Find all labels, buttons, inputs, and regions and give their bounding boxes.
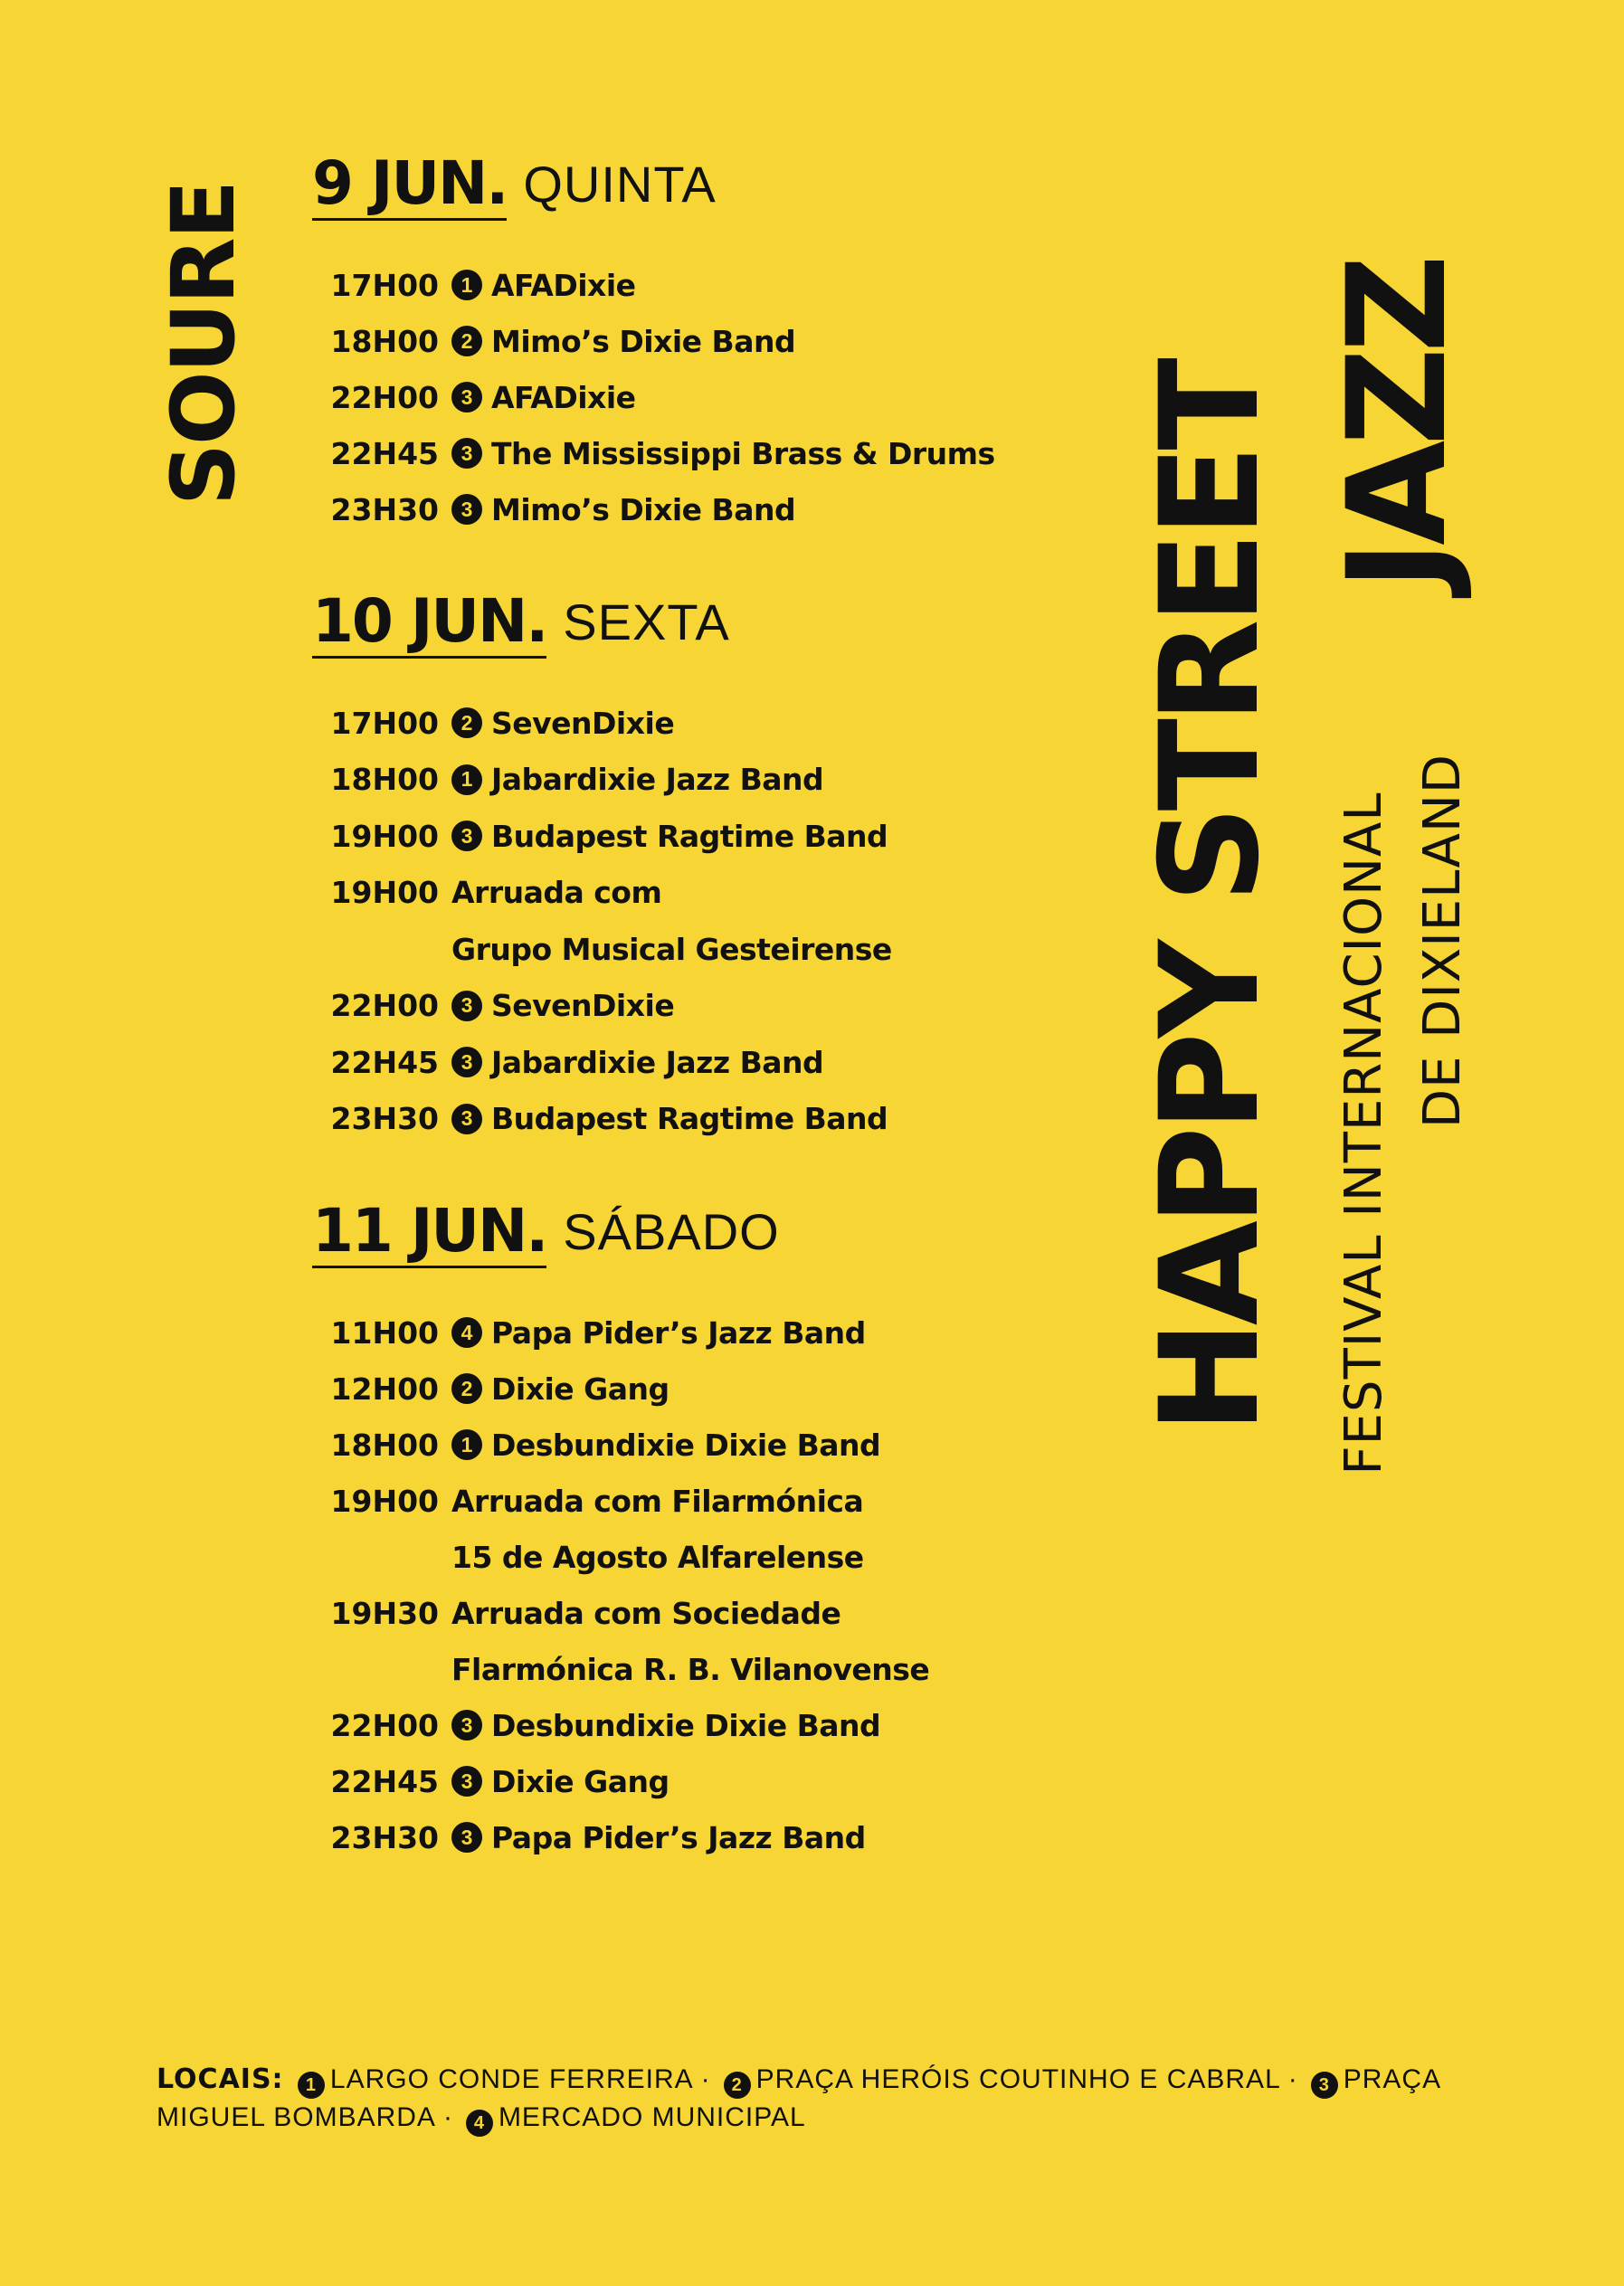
venue-number-badge: 3 <box>451 1710 482 1741</box>
event-time: 17H00 <box>330 705 439 741</box>
event-row <box>312 481 1126 537</box>
day-header <box>312 586 1126 677</box>
event-row <box>312 1417 1126 1473</box>
event-act: SevenDixie <box>491 988 675 1024</box>
event-time: 18H00 <box>330 323 439 359</box>
venue-number-badge: 2 <box>451 707 482 738</box>
event-time: 19H00 <box>330 875 439 911</box>
event-time: 22H45 <box>330 1763 439 1799</box>
event-list <box>312 1304 1126 1865</box>
event-act: Budapest Ragtime Band <box>491 1101 888 1137</box>
event-row <box>312 921 1126 978</box>
event-list <box>312 257 1126 537</box>
event-act: Desbundixie Dixie Band <box>491 1427 881 1463</box>
venue-number-badge: 1 <box>451 1429 482 1460</box>
schedule <box>312 148 1126 1918</box>
event-row <box>312 1809 1126 1865</box>
event-time: 23H30 <box>330 1819 439 1855</box>
event-time: 18H00 <box>330 1427 439 1463</box>
day-block <box>312 148 1126 537</box>
event-act: Budapest Ragtime Band <box>491 818 888 854</box>
event-row <box>312 257 1126 313</box>
venue-number-badge: 2 <box>451 326 482 356</box>
separator-dot: · <box>1287 2064 1298 2094</box>
venue-name: PRAÇA MIGUEL BOMBARDA <box>157 2064 1440 2132</box>
festival-subtitle-line1: FESTIVAL INTERNACIONAL <box>1334 791 1393 1475</box>
event-time: 19H00 <box>330 1483 439 1519</box>
day-header <box>312 1196 1126 1286</box>
event-row <box>312 695 1126 752</box>
event-act: Desbundixie Dixie Band <box>491 1707 881 1743</box>
event-act: Arruada com Sociedade <box>451 1595 841 1631</box>
event-act: Mimo’s Dixie Band <box>491 323 796 359</box>
day-header <box>312 148 1126 239</box>
venue-number-badge: 3 <box>451 438 482 469</box>
event-row <box>312 1034 1126 1091</box>
day-block <box>312 1196 1126 1865</box>
venue-name: PRAÇA HERÓIS COUTINHO E CABRAL <box>755 2064 1281 2094</box>
event-act: Jabardixie Jazz Band <box>491 762 824 798</box>
event-time: 22H45 <box>330 435 439 471</box>
event-row <box>312 1361 1126 1417</box>
festival-subtitle-line2: DE DIXIELAND <box>1413 753 1472 1129</box>
day-block <box>312 586 1126 1147</box>
event-time: 22H00 <box>330 1707 439 1743</box>
legend-label: LOCAIS: <box>157 2063 284 2095</box>
event-row <box>312 1473 1126 1529</box>
event-time: 18H00 <box>330 762 439 798</box>
event-row <box>312 369 1126 425</box>
day-date: 10 JUN. <box>312 590 546 659</box>
event-act: The Mississippi Brass & Drums <box>491 435 995 471</box>
event-time: 22H00 <box>330 379 439 415</box>
venue-number-badge: 3 <box>451 1822 482 1853</box>
event-act: Mimo’s Dixie Band <box>491 491 796 527</box>
venue-number-badge: 3 <box>451 1104 482 1134</box>
event-act: Grupo Musical Gesteirense <box>451 931 892 967</box>
event-act: Flarmónica R. B. Vilanovense <box>451 1651 930 1687</box>
venue-number-badge: 3 <box>451 1766 482 1797</box>
event-time: 17H00 <box>330 267 439 303</box>
event-row <box>312 865 1126 922</box>
festival-title-happy-street: HAPPY STREET <box>1132 362 1289 1434</box>
day-date: 9 JUN. <box>312 152 507 221</box>
venue-number-badge: 3 <box>1311 2072 1338 2099</box>
day-date: 11 JUN. <box>312 1200 546 1268</box>
event-time: 23H30 <box>330 1101 439 1137</box>
venue-number-badge: 2 <box>451 1373 482 1404</box>
event-act: Arruada com Filarmónica <box>451 1483 864 1519</box>
event-row <box>312 425 1126 481</box>
venue-number-badge: 3 <box>451 494 482 525</box>
separator-dot: · <box>442 2102 453 2132</box>
venue-number-badge: 1 <box>451 764 482 795</box>
event-time: 19H00 <box>330 818 439 854</box>
event-time: 12H00 <box>330 1371 439 1407</box>
event-act: AFADixie <box>491 379 636 415</box>
event-row <box>312 1641 1126 1697</box>
festival-title-jazz: JAZZ <box>1319 260 1477 591</box>
event-row <box>312 1697 1126 1753</box>
event-row <box>312 1304 1126 1361</box>
event-act: Papa Pider’s Jazz Band <box>491 1314 866 1351</box>
day-weekday: SÁBADO <box>563 1203 780 1260</box>
venue-legend <box>157 2061 1496 2137</box>
venue-number-badge: 3 <box>451 820 482 851</box>
event-row <box>312 1753 1126 1809</box>
event-row <box>312 1091 1126 1148</box>
venue-number-badge: 4 <box>451 1317 482 1348</box>
event-row <box>312 313 1126 369</box>
venue-number-badge: 1 <box>451 270 482 300</box>
venue-number-badge: 1 <box>298 2072 325 2099</box>
venue-number-badge: 2 <box>724 2072 751 2099</box>
event-time: 19H30 <box>330 1595 439 1631</box>
event-act: Dixie Gang <box>491 1371 670 1407</box>
event-act: AFADixie <box>491 267 636 303</box>
event-row <box>312 1585 1126 1641</box>
day-weekday: SEXTA <box>563 593 730 650</box>
event-time: 11H00 <box>330 1314 439 1351</box>
day-weekday: QUINTA <box>523 156 717 213</box>
event-act: Papa Pider’s Jazz Band <box>491 1819 866 1855</box>
venue-name: LARGO CONDE FERREIRA <box>329 2064 694 2094</box>
event-row <box>312 978 1126 1035</box>
event-act: Dixie Gang <box>491 1763 670 1799</box>
event-time: 22H00 <box>330 988 439 1024</box>
event-time: 23H30 <box>330 491 439 527</box>
event-act: SevenDixie <box>491 705 675 741</box>
event-row <box>312 752 1126 809</box>
event-list <box>312 695 1126 1147</box>
event-act: Jabardixie Jazz Band <box>491 1044 824 1080</box>
venue-number-badge: 3 <box>451 1047 482 1077</box>
venue-name: MERCADO MUNICIPAL <box>498 2102 806 2132</box>
separator-dot: · <box>700 2064 711 2094</box>
event-act: Arruada com <box>451 875 662 911</box>
event-row <box>312 1529 1126 1585</box>
event-act: 15 de Agosto Alfarelense <box>451 1539 864 1575</box>
event-time: 22H45 <box>330 1044 439 1080</box>
venue-number-badge: 3 <box>451 382 482 413</box>
city-name: SOURE <box>153 181 254 507</box>
venue-number-badge: 3 <box>451 991 482 1021</box>
event-row <box>312 808 1126 865</box>
venue-number-badge: 4 <box>466 2110 493 2137</box>
